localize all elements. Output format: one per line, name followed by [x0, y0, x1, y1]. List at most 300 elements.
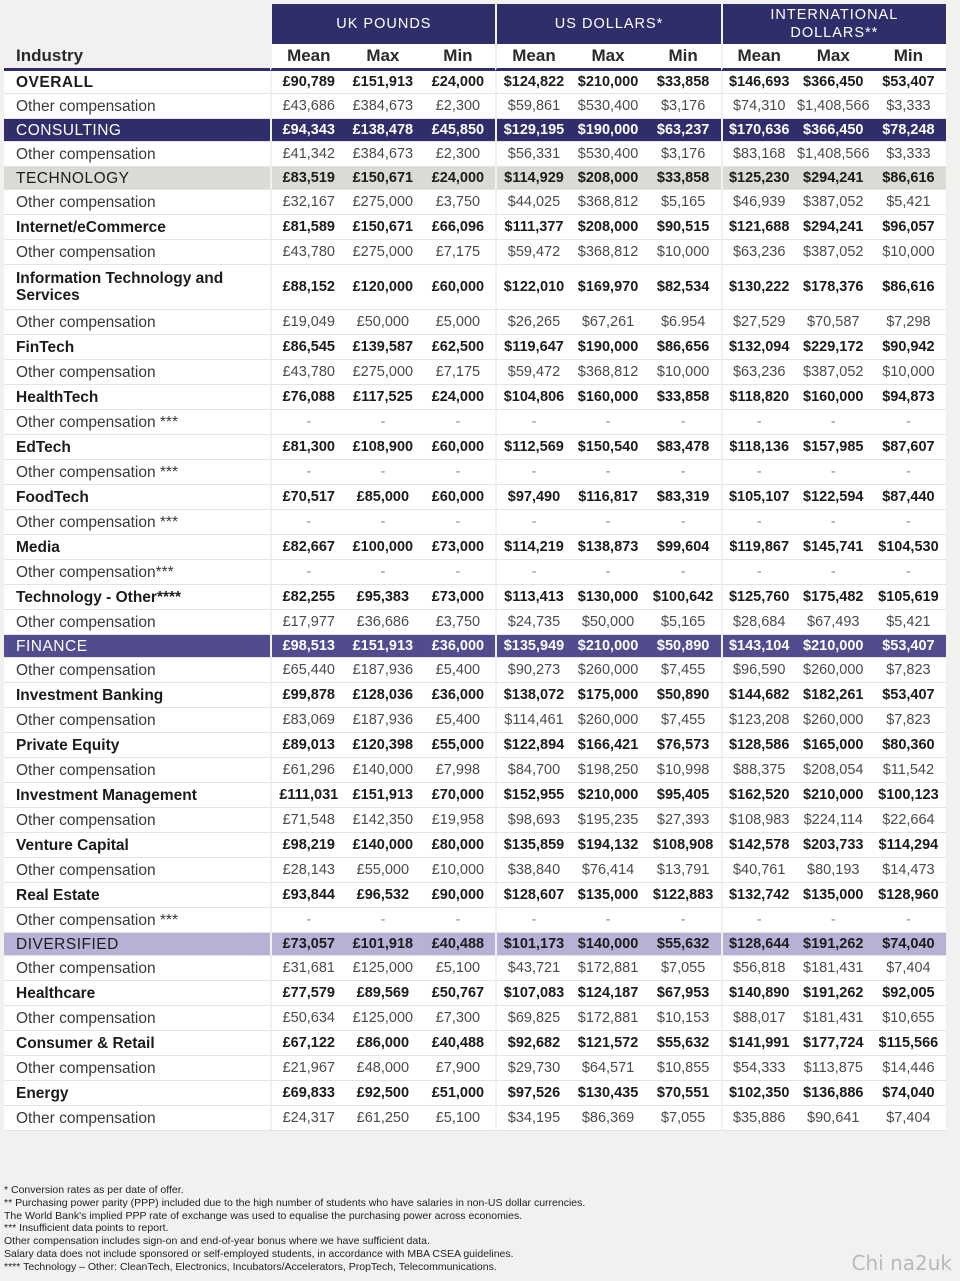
cell-intl-max: $135,000 [796, 883, 871, 908]
other-compensation-row [4, 708, 946, 733]
cell-usd-min: $33,858 [646, 167, 721, 190]
cell-usd-min: $90,515 [646, 215, 721, 240]
cell-usd-mean: $24,735 [495, 610, 570, 635]
cell-intl-max: $67,493 [796, 610, 871, 635]
section-row-overall [4, 71, 946, 94]
column-header-max: Max [571, 44, 646, 71]
cell-usd-min: $70,551 [646, 1081, 721, 1106]
cell-intl-max: $145,741 [796, 535, 871, 560]
cell-intl-mean: $125,230 [721, 167, 796, 190]
cell-intl-max: $182,261 [796, 683, 871, 708]
cell-gbp-max: £275,000 [345, 240, 420, 265]
cell-intl-mean: $146,693 [721, 71, 796, 94]
cell-intl-mean: - [721, 908, 796, 933]
row-label: Other compensation [4, 1056, 270, 1081]
cell-usd-min: - [646, 510, 721, 535]
cell-usd-mean: $59,861 [495, 94, 570, 119]
cell-usd-mean: - [495, 460, 570, 485]
cell-usd-mean: $26,265 [495, 310, 570, 335]
cell-intl-mean: $141,991 [721, 1031, 796, 1056]
cell-intl-max: $387,052 [796, 240, 871, 265]
other-compensation-row [4, 610, 946, 635]
cell-intl-min: $3,333 [871, 142, 946, 167]
row-label: Other compensation [4, 610, 270, 635]
cell-gbp-mean: £61,296 [270, 758, 345, 783]
cell-usd-max: $368,812 [571, 360, 646, 385]
cell-intl-max: $177,724 [796, 1031, 871, 1056]
other-compensation-row [4, 1006, 946, 1031]
cell-usd-max: $260,000 [571, 708, 646, 733]
row-label: Other compensation [4, 858, 270, 883]
other-compensation-row [4, 858, 946, 883]
cell-usd-mean: $34,195 [495, 1106, 570, 1131]
cell-usd-min: $33,858 [646, 385, 721, 410]
row-label: Other compensation *** [4, 410, 270, 435]
salary-by-industry-table [4, 4, 946, 1131]
cell-gbp-max: £150,671 [345, 167, 420, 190]
cell-usd-max: $368,812 [571, 190, 646, 215]
cell-usd-mean: - [495, 510, 570, 535]
cell-intl-min: $87,440 [871, 485, 946, 510]
row-label: Other compensation [4, 142, 270, 167]
cell-intl-min: $7,404 [871, 1106, 946, 1131]
cell-gbp-max: £61,250 [345, 1106, 420, 1131]
cell-gbp-min: £45,850 [420, 119, 495, 142]
cell-intl-mean: $118,820 [721, 385, 796, 410]
other-compensation-row [4, 190, 946, 215]
cell-usd-max: $208,000 [571, 167, 646, 190]
cell-usd-max: $208,000 [571, 215, 646, 240]
footnote: *** Insufficient data points to report. [4, 1222, 169, 1235]
cell-intl-min: $128,960 [871, 883, 946, 908]
cell-intl-min: $10,000 [871, 240, 946, 265]
cell-gbp-mean: £89,013 [270, 733, 345, 758]
cell-gbp-min: - [420, 460, 495, 485]
cell-usd-min: $7,455 [646, 708, 721, 733]
cell-gbp-min: £7,175 [420, 240, 495, 265]
cell-intl-min: $10,000 [871, 360, 946, 385]
cell-usd-min: $10,153 [646, 1006, 721, 1031]
cell-gbp-max: £95,383 [345, 585, 420, 610]
cell-intl-max: $191,262 [796, 981, 871, 1006]
cell-gbp-max: £128,036 [345, 683, 420, 708]
row-label: Investment Management [4, 783, 270, 808]
cell-usd-max: $64,571 [571, 1056, 646, 1081]
other-compensation-row [4, 240, 946, 265]
other-compensation-row [4, 560, 946, 585]
cell-intl-mean: $35,886 [721, 1106, 796, 1131]
other-compensation-row [4, 1106, 946, 1131]
cell-gbp-mean: £43,686 [270, 94, 345, 119]
cell-intl-min: $11,542 [871, 758, 946, 783]
cell-usd-max: $86,369 [571, 1106, 646, 1131]
cell-usd-min: $95,405 [646, 783, 721, 808]
other-compensation-row [4, 1056, 946, 1081]
cell-usd-mean: $29,730 [495, 1056, 570, 1081]
cell-usd-min: $3,176 [646, 142, 721, 167]
cell-gbp-max: £187,936 [345, 708, 420, 733]
row-label: Other compensation [4, 1006, 270, 1031]
row-label: Other compensation [4, 310, 270, 335]
cell-intl-mean: - [721, 510, 796, 535]
row-label: Other compensation *** [4, 460, 270, 485]
cell-intl-max: $165,000 [796, 733, 871, 758]
cell-intl-mean: $123,208 [721, 708, 796, 733]
cell-gbp-min: £36,000 [420, 635, 495, 658]
cell-gbp-mean: £77,579 [270, 981, 345, 1006]
cell-gbp-min: - [420, 510, 495, 535]
cell-gbp-min: £7,300 [420, 1006, 495, 1031]
cell-intl-max: $181,431 [796, 1006, 871, 1031]
cell-gbp-min: £3,750 [420, 610, 495, 635]
cell-usd-min: $5,165 [646, 190, 721, 215]
cell-intl-max: $175,482 [796, 585, 871, 610]
cell-gbp-mean: £82,667 [270, 535, 345, 560]
cell-gbp-max: £384,673 [345, 94, 420, 119]
cell-gbp-max: £96,532 [345, 883, 420, 908]
row-label: Other compensation [4, 240, 270, 265]
cell-usd-max: $260,000 [571, 658, 646, 683]
cell-gbp-mean: £50,634 [270, 1006, 345, 1031]
cell-gbp-min: £55,000 [420, 733, 495, 758]
cell-usd-max: - [571, 510, 646, 535]
cell-gbp-max: £139,587 [345, 335, 420, 360]
cell-usd-min: $50,890 [646, 635, 721, 658]
cell-usd-mean: $138,072 [495, 683, 570, 708]
cell-gbp-mean: £99,878 [270, 683, 345, 708]
cell-usd-min: $3,176 [646, 94, 721, 119]
row-label: DIVERSIFIED [4, 933, 270, 956]
cell-intl-max: - [796, 560, 871, 585]
cell-gbp-min: - [420, 560, 495, 585]
cell-intl-min: $7,404 [871, 956, 946, 981]
cell-usd-min: - [646, 560, 721, 585]
cell-intl-mean: - [721, 460, 796, 485]
cell-gbp-mean: £86,545 [270, 335, 345, 360]
cell-gbp-mean: £71,548 [270, 808, 345, 833]
cell-intl-mean: $88,017 [721, 1006, 796, 1031]
cell-usd-mean: $84,700 [495, 758, 570, 783]
row-label: Other compensation [4, 94, 270, 119]
cell-gbp-min: - [420, 908, 495, 933]
cell-intl-min: $74,040 [871, 933, 946, 956]
cell-usd-max: $135,000 [571, 883, 646, 908]
cell-intl-mean: $132,094 [721, 335, 796, 360]
cell-gbp-max: £125,000 [345, 1006, 420, 1031]
column-header-industry: Industry [4, 44, 270, 71]
cell-intl-min: $115,566 [871, 1031, 946, 1056]
cell-usd-mean: $38,840 [495, 858, 570, 883]
cell-usd-mean: $122,894 [495, 733, 570, 758]
cell-intl-max: $70,587 [796, 310, 871, 335]
cell-usd-mean: $90,273 [495, 658, 570, 683]
cell-gbp-min: £2,300 [420, 94, 495, 119]
cell-usd-min: $76,573 [646, 733, 721, 758]
cell-gbp-mean: £70,517 [270, 485, 345, 510]
cell-intl-min: $80,360 [871, 733, 946, 758]
cell-gbp-mean: £83,519 [270, 167, 345, 190]
row-label: Other compensation [4, 658, 270, 683]
cell-intl-max: $136,886 [796, 1081, 871, 1106]
cell-gbp-min: £73,000 [420, 585, 495, 610]
cell-gbp-min: £60,000 [420, 265, 495, 310]
cell-usd-max: $116,817 [571, 485, 646, 510]
cell-gbp-max: £275,000 [345, 360, 420, 385]
cell-gbp-mean: £98,513 [270, 635, 345, 658]
cell-gbp-max: £142,350 [345, 808, 420, 833]
cell-intl-mean: $40,761 [721, 858, 796, 883]
cell-intl-mean: $63,236 [721, 240, 796, 265]
cell-usd-mean: $59,472 [495, 240, 570, 265]
cell-usd-mean: $114,929 [495, 167, 570, 190]
row-label: Real Estate [4, 883, 270, 908]
header-spacer [4, 4, 270, 44]
cell-intl-min: - [871, 510, 946, 535]
cell-intl-mean: $96,590 [721, 658, 796, 683]
cell-usd-max: $190,000 [571, 335, 646, 360]
cell-usd-max: $210,000 [571, 783, 646, 808]
cell-usd-max: $138,873 [571, 535, 646, 560]
row-label: Other compensation [4, 190, 270, 215]
cell-gbp-min: £66,096 [420, 215, 495, 240]
cell-intl-mean: $83,168 [721, 142, 796, 167]
cell-intl-mean: - [721, 410, 796, 435]
cell-gbp-mean: - [270, 560, 345, 585]
cell-usd-max: $198,250 [571, 758, 646, 783]
cell-intl-mean: $143,104 [721, 635, 796, 658]
cell-usd-max: $195,235 [571, 808, 646, 833]
industry-row [4, 385, 946, 410]
cell-intl-min: $5,421 [871, 610, 946, 635]
cell-gbp-mean: £73,057 [270, 933, 345, 956]
cell-gbp-mean: £111,031 [270, 783, 345, 808]
cell-gbp-mean: £93,844 [270, 883, 345, 908]
cell-intl-max: - [796, 908, 871, 933]
other-compensation-row [4, 410, 946, 435]
row-label: EdTech [4, 435, 270, 460]
cell-intl-min: $53,407 [871, 71, 946, 94]
cell-usd-min: $10,000 [646, 360, 721, 385]
cell-usd-max: $169,970 [571, 265, 646, 310]
column-header-mean: Mean [721, 44, 796, 71]
cell-intl-min: $94,873 [871, 385, 946, 410]
footnote: The World Bank's implied PPP rate of exchange was used to equalise the purchasing power across economies. [4, 1209, 523, 1222]
cell-usd-max: $530,400 [571, 94, 646, 119]
cell-usd-mean: $97,490 [495, 485, 570, 510]
cell-intl-max: $90,641 [796, 1106, 871, 1131]
cell-intl-min: $74,040 [871, 1081, 946, 1106]
cell-gbp-mean: - [270, 410, 345, 435]
other-compensation-row [4, 658, 946, 683]
cell-intl-mean: $170,636 [721, 119, 796, 142]
industry-row [4, 435, 946, 460]
cell-intl-max: $260,000 [796, 708, 871, 733]
cell-intl-mean: $130,222 [721, 265, 796, 310]
cell-intl-mean: $27,529 [721, 310, 796, 335]
cell-usd-min: $7,455 [646, 658, 721, 683]
cell-intl-max: $1,408,566 [796, 94, 871, 119]
cell-gbp-min: £50,767 [420, 981, 495, 1006]
cell-usd-max: $50,000 [571, 610, 646, 635]
cell-gbp-min: £70,000 [420, 783, 495, 808]
cell-intl-mean: $88,375 [721, 758, 796, 783]
cell-gbp-max: £138,478 [345, 119, 420, 142]
cell-usd-mean: $98,693 [495, 808, 570, 833]
cell-gbp-min: £7,998 [420, 758, 495, 783]
row-label: FoodTech [4, 485, 270, 510]
row-label: Media [4, 535, 270, 560]
cell-intl-min: $7,823 [871, 708, 946, 733]
cell-usd-min: - [646, 410, 721, 435]
cell-intl-min: $53,407 [871, 635, 946, 658]
cell-usd-mean: $92,682 [495, 1031, 570, 1056]
cell-intl-mean: $119,867 [721, 535, 796, 560]
cell-usd-mean: $56,331 [495, 142, 570, 167]
cell-gbp-max: £50,000 [345, 310, 420, 335]
cell-gbp-max: £89,569 [345, 981, 420, 1006]
group-header-international-dollars: INTERNATIONAL DOLLARS** [721, 4, 946, 44]
industry-row [4, 335, 946, 360]
cell-gbp-min: £60,000 [420, 485, 495, 510]
cell-gbp-max: - [345, 410, 420, 435]
industry-row [4, 215, 946, 240]
cell-usd-max: $150,540 [571, 435, 646, 460]
row-label: Other compensation*** [4, 560, 270, 585]
cell-usd-mean: $44,025 [495, 190, 570, 215]
row-label: Internet/eCommerce [4, 215, 270, 240]
watermark: Chi na2uk [851, 1251, 952, 1275]
cell-intl-mean: $63,236 [721, 360, 796, 385]
industry-row [4, 981, 946, 1006]
cell-usd-max: $67,261 [571, 310, 646, 335]
cell-usd-mean: $114,219 [495, 535, 570, 560]
footnote: ** Purchasing power parity (PPP) included due to the high number of students who have salaries in non-US dollar currencies. [4, 1196, 586, 1209]
footnotes [4, 1184, 944, 1274]
cell-gbp-max: £120,398 [345, 733, 420, 758]
cell-intl-mean: $144,682 [721, 683, 796, 708]
row-label: Investment Banking [4, 683, 270, 708]
cell-intl-max: $387,052 [796, 190, 871, 215]
other-compensation-row [4, 808, 946, 833]
other-compensation-row [4, 310, 946, 335]
section-row-finance [4, 635, 946, 658]
cell-gbp-mean: £88,152 [270, 265, 345, 310]
cell-gbp-max: £86,000 [345, 1031, 420, 1056]
column-header-min: Min [871, 44, 946, 71]
cell-gbp-mean: £67,122 [270, 1031, 345, 1056]
cell-gbp-mean: - [270, 908, 345, 933]
cell-gbp-min: £5,400 [420, 708, 495, 733]
row-label: Other compensation [4, 360, 270, 385]
cell-usd-max: $166,421 [571, 733, 646, 758]
cell-usd-mean: - [495, 560, 570, 585]
cell-usd-min: - [646, 460, 721, 485]
row-label: TECHNOLOGY [4, 167, 270, 190]
footnote: Salary data does not include sponsored or self-employed students, in accordance with MBA CSEA guidelines. [4, 1247, 514, 1260]
cell-usd-min: $67,953 [646, 981, 721, 1006]
cell-gbp-max: £101,918 [345, 933, 420, 956]
cell-usd-mean: $59,472 [495, 360, 570, 385]
cell-usd-max: $76,414 [571, 858, 646, 883]
other-compensation-row [4, 908, 946, 933]
industry-row [4, 265, 946, 310]
cell-intl-min: - [871, 908, 946, 933]
cell-gbp-max: £55,000 [345, 858, 420, 883]
cell-gbp-min: £5,000 [420, 310, 495, 335]
industry-row [4, 1081, 946, 1106]
cell-gbp-mean: £17,977 [270, 610, 345, 635]
other-compensation-row [4, 758, 946, 783]
cell-gbp-mean: £24,317 [270, 1106, 345, 1131]
cell-intl-mean: $128,586 [721, 733, 796, 758]
cell-gbp-mean: £65,440 [270, 658, 345, 683]
cell-gbp-mean: £83,069 [270, 708, 345, 733]
cell-intl-mean: $102,350 [721, 1081, 796, 1106]
cell-intl-min: - [871, 410, 946, 435]
cell-intl-min: $105,619 [871, 585, 946, 610]
cell-usd-min: $33,858 [646, 71, 721, 94]
cell-usd-min: $50,890 [646, 683, 721, 708]
cell-usd-mean: $112,569 [495, 435, 570, 460]
cell-gbp-mean: £32,167 [270, 190, 345, 215]
cell-usd-max: $530,400 [571, 142, 646, 167]
cell-intl-max: $387,052 [796, 360, 871, 385]
cell-intl-max: $210,000 [796, 783, 871, 808]
cell-gbp-min: £24,000 [420, 71, 495, 94]
industry-row [4, 683, 946, 708]
cell-gbp-min: £5,400 [420, 658, 495, 683]
cell-gbp-min: £40,488 [420, 1031, 495, 1056]
cell-gbp-min: £24,000 [420, 385, 495, 410]
section-row-technology [4, 167, 946, 190]
cell-usd-min: $100,642 [646, 585, 721, 610]
cell-usd-mean: $107,083 [495, 981, 570, 1006]
cell-usd-mean: $113,413 [495, 585, 570, 610]
cell-usd-mean: - [495, 908, 570, 933]
column-header-mean: Mean [495, 44, 570, 71]
row-label: Other compensation [4, 1106, 270, 1131]
cell-intl-min: $92,005 [871, 981, 946, 1006]
cell-usd-min: $83,319 [646, 485, 721, 510]
cell-gbp-mean: £41,342 [270, 142, 345, 167]
cell-usd-max: - [571, 410, 646, 435]
cell-intl-mean: $142,578 [721, 833, 796, 858]
cell-intl-max: $80,193 [796, 858, 871, 883]
cell-intl-mean: $128,644 [721, 933, 796, 956]
cell-usd-min: $6.954 [646, 310, 721, 335]
cell-gbp-min: £62,500 [420, 335, 495, 360]
column-header-mean: Mean [270, 44, 345, 71]
industry-row [4, 1031, 946, 1056]
cell-intl-mean: $56,818 [721, 956, 796, 981]
cell-gbp-min: £7,900 [420, 1056, 495, 1081]
cell-usd-max: $140,000 [571, 933, 646, 956]
industry-row [4, 733, 946, 758]
cell-intl-mean: $132,742 [721, 883, 796, 908]
cell-intl-mean: $105,107 [721, 485, 796, 510]
footnote: * Conversion rates as per date of offer. [4, 1184, 184, 1196]
cell-intl-mean: $74,310 [721, 94, 796, 119]
cell-intl-mean: $125,760 [721, 585, 796, 610]
cell-gbp-min: £7,175 [420, 360, 495, 385]
cell-usd-max: $194,132 [571, 833, 646, 858]
cell-gbp-min: £51,000 [420, 1081, 495, 1106]
cell-intl-max: $366,450 [796, 119, 871, 142]
industry-row [4, 485, 946, 510]
row-label: CONSULTING [4, 119, 270, 142]
cell-intl-min: $10,655 [871, 1006, 946, 1031]
cell-intl-max: $229,172 [796, 335, 871, 360]
